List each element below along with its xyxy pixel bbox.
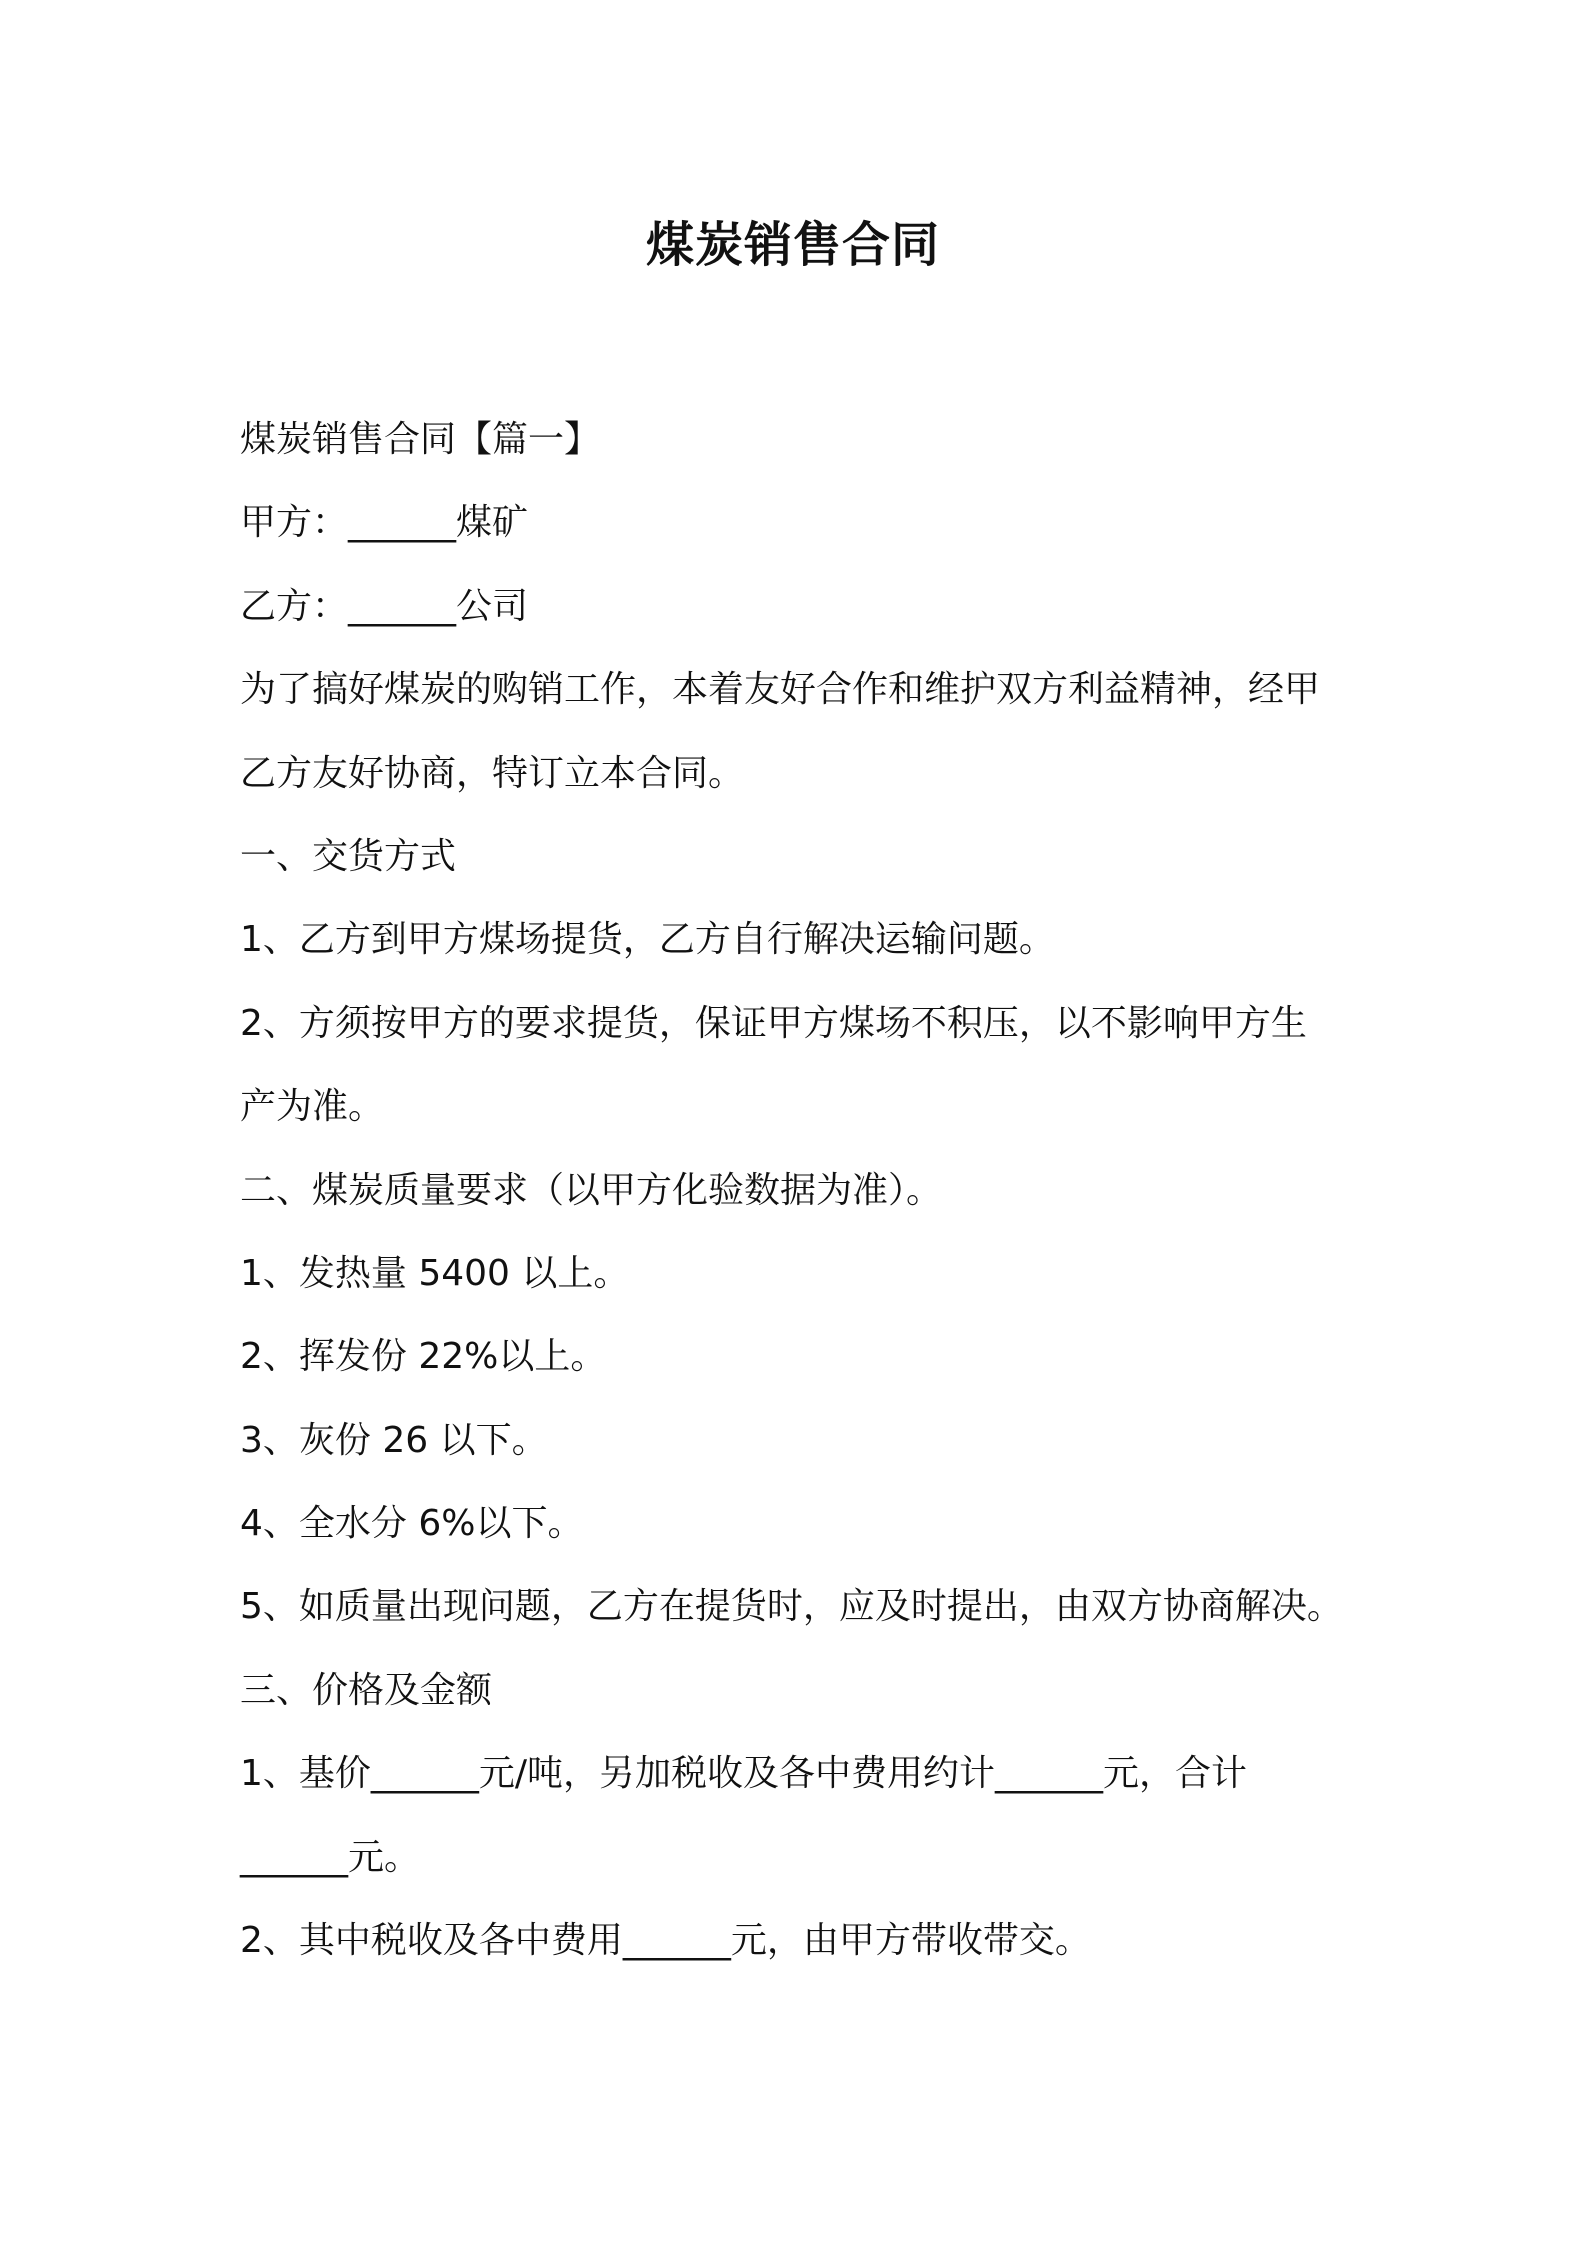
delivery-item-2-line-1: 2、方须按甲方的要求提货，保证甲方煤场不积压，以不影响甲方生 xyxy=(240,1002,1307,1044)
section-heading-quality: 二、煤炭质量要求（以甲方化验数据为准）。 xyxy=(240,1169,943,1211)
preamble-line-2: 乙方友好协商，特订立本合同。 xyxy=(240,752,745,794)
document-title: 煤炭销售合同 xyxy=(645,217,940,273)
party-b-line: 乙方：______公司 xyxy=(240,585,529,627)
quality-item-5: 5、如质量出现问题，乙方在提货时，应及时提出，由双方协商解决。 xyxy=(240,1586,1343,1628)
section-heading-part-one: 煤炭销售合同【篇一】 xyxy=(240,419,601,460)
delivery-item-2-line-2: 产为准。 xyxy=(240,1086,385,1128)
price-item-1-line-1: 1、基价______元/吨，另加税收及各中费用约计______元，合计 xyxy=(240,1753,1248,1795)
delivery-item-1: 1、乙方到甲方煤场提货，乙方自行解决运输问题。 xyxy=(240,919,1055,961)
quality-item-1: 1、发热量 5400 以上。 xyxy=(240,1252,630,1294)
quality-item-2: 2、挥发份 22%以上。 xyxy=(240,1336,607,1378)
quality-item-3: 3、灰份 26 以下。 xyxy=(240,1419,548,1461)
party-a-line: 甲方：______煤矿 xyxy=(240,502,529,544)
price-item-1-line-2: ______元。 xyxy=(240,1836,421,1878)
section-heading-price: 三、价格及金额 xyxy=(240,1669,493,1711)
quality-item-4: 4、全水分 6%以下。 xyxy=(240,1503,584,1545)
price-item-2: 2、其中税收及各中费用______元，由甲方带收带交。 xyxy=(240,1920,1091,1962)
section-heading-delivery: 一、交货方式 xyxy=(240,835,457,877)
document-body xyxy=(240,398,1370,1982)
preamble-line-1: 为了搞好煤炭的购销工作，本着友好合作和维护双方利益精神，经甲 xyxy=(240,669,1321,711)
